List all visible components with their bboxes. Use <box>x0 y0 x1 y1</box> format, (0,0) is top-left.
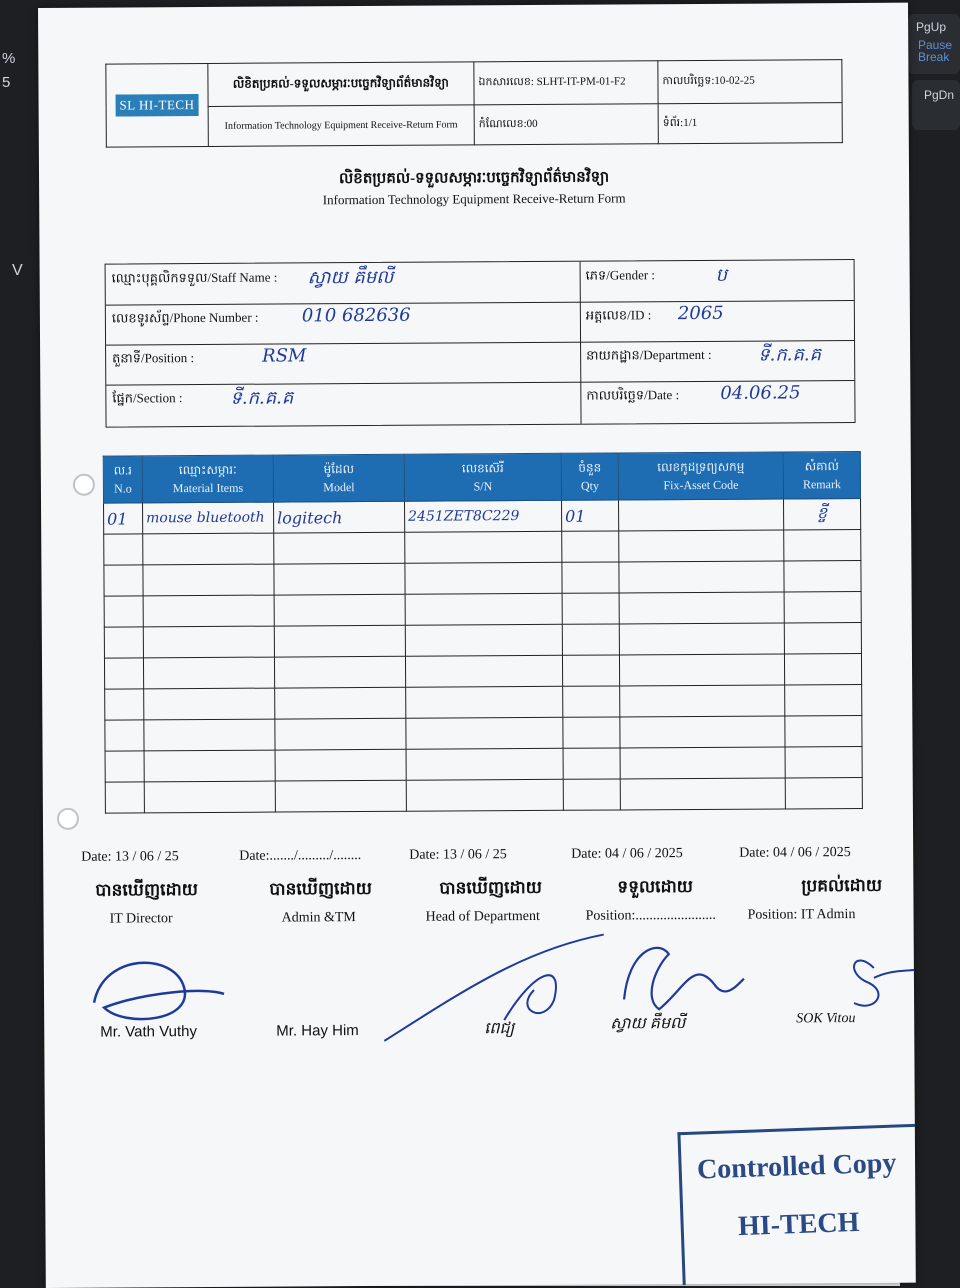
five-key-label: 5 <box>2 74 11 91</box>
header-date: កាលបរិច្ឆេទ:10-02-25 <box>658 60 842 104</box>
sig3-role-kh: បានឃើញដោយ <box>439 877 542 898</box>
sig4-role-kh: ទទួលដោយ <box>617 877 693 897</box>
signature-4 <box>624 947 744 1009</box>
sig2-date: Date:......./........./........ <box>239 848 362 864</box>
sig1-name: Mr. Vath Vuthy <box>100 1023 198 1041</box>
sig1-role-kh: បានឃើញដោយ <box>95 880 198 900</box>
row-asset-code <box>619 499 784 531</box>
row-item: mouse bluetooth <box>143 502 274 534</box>
department-label: នាយកដ្ឋាន/Department : <box>586 346 712 363</box>
punch-hole-bottom <box>57 808 79 830</box>
row-remark: ខ្ចី <box>784 498 861 529</box>
sig3-name: ពេជ្យ <box>484 1020 515 1038</box>
signature-5 <box>854 960 915 1006</box>
date-value: 04.06.25 <box>720 382 801 404</box>
staff-name-label: ឈ្មោះបុគ្គលិកទទួល/Staff Name : <box>111 269 278 286</box>
department-value: ទី.ក.គ.គ <box>758 344 822 366</box>
sig3-date: Date: 13 / 06 / 25 <box>409 847 507 863</box>
sig5-date: Date: 04 / 06 / 2025 <box>739 845 851 861</box>
staff-name-value: ស្វាយ គឹមលី <box>307 266 394 289</box>
break-key-label: Break <box>918 50 950 64</box>
col-model: ម៉ូដែល Model <box>273 454 404 502</box>
phone-label: លេខទូរស័ព្ទ/Phone Number : <box>111 309 259 326</box>
table-row <box>105 746 862 782</box>
percent-key-label: % <box>2 50 16 67</box>
document-header <box>105 59 842 148</box>
v-key-label: V <box>12 262 23 279</box>
sig3-role-en: Head of Department <box>425 908 540 925</box>
controlled-copy-stamp <box>677 1124 920 1285</box>
sig5-name: SOK Vitou <box>796 1011 856 1027</box>
pgdn-key-label: PgDn <box>924 88 955 102</box>
sig2-role-en: Admin &TM <box>281 910 356 926</box>
row-qty: 01 <box>562 500 619 531</box>
pgup-key-label: PgUp <box>916 20 947 34</box>
signature-1 <box>94 962 224 1019</box>
logo-cell <box>106 63 208 147</box>
row-sn: 2451ZET8C229 <box>405 500 562 532</box>
pause-key-label: Pause <box>918 38 953 52</box>
items-table-header <box>103 451 860 503</box>
info-row-position <box>106 340 854 386</box>
items-table <box>103 451 863 814</box>
punch-hole-top <box>73 474 95 496</box>
header-page: ទំព័រ:1/1 <box>658 103 842 144</box>
sig4-date: Date: 04 / 06 / 2025 <box>571 846 683 862</box>
header-title-en: Information Technology Equipment Receive-Return Form <box>208 105 474 146</box>
col-sn: លេខស៊េរី S/N <box>404 453 561 501</box>
date-label: កាលបរិច្ឆេទ/Date : <box>586 387 680 403</box>
table-row <box>104 653 861 689</box>
form-page <box>38 3 916 1288</box>
table-row <box>105 777 862 813</box>
position-value: RSM <box>262 345 307 367</box>
sig2-name: Mr. Hay Him <box>276 1022 359 1040</box>
header-title-kh: លិខិតប្រគល់-ទទួលសម្ភារៈបច្ចេកវិទ្យាព័ត៌មានវិទ្យា <box>208 62 474 107</box>
form-title-kh: លិខិតប្រគល់-ទទួលសម្ភារៈបច្ចេកវិទ្យាព័ត៌មានវិទ្យា <box>338 169 610 188</box>
sig4-name: ស្វាយ គឹមលី <box>610 1015 686 1033</box>
table-row <box>105 684 862 720</box>
sig5-role-kh: ប្រគល់ដោយ <box>801 875 883 896</box>
phone-value: 010 682636 <box>301 304 411 327</box>
info-row-name <box>106 260 854 306</box>
header-revision: កំណែលេខ:00 <box>474 104 658 145</box>
id-value: 2065 <box>677 302 724 325</box>
sig5-role-en: Position: IT Admin <box>747 907 856 923</box>
col-asset-code: លេខកូដទ្រព្យសកម្ម Fix-Asset Code <box>618 452 783 500</box>
id-label: អត្តលេខ/ID : <box>585 307 652 323</box>
col-remark: សំគាល់ Remark <box>783 451 860 498</box>
sig2-role-kh: បានឃើញដោយ <box>269 878 372 899</box>
col-material: ឈ្មោះសម្ភារៈ Material Items <box>142 455 273 503</box>
table-row <box>104 591 861 627</box>
gender-value: ប <box>715 264 728 286</box>
info-row-phone <box>106 300 854 346</box>
table-row <box>105 715 862 751</box>
company-logo: SL HI-TECH <box>115 94 198 117</box>
row-no: 01 <box>104 503 143 534</box>
row-model: logitech <box>274 501 405 533</box>
sig1-role-en: IT Director <box>109 911 173 927</box>
form-title-en: Information Technology Equipment Receive-Return Form <box>322 190 626 208</box>
table-row <box>104 498 861 534</box>
header-doc-no: ឯកសារលេខ: SLHT-IT-PM-01-F2 <box>474 61 658 105</box>
table-row <box>104 529 861 565</box>
position-label: តួនាទី/Position : <box>112 350 195 366</box>
table-row <box>104 560 861 596</box>
section-label: ផ្នែក/Section : <box>112 390 183 406</box>
stamp-line1: Controlled Copy <box>696 1147 897 1186</box>
sig1-date: Date: 13 / 06 / 25 <box>81 849 179 865</box>
sig4-role-en: Position:....................... <box>585 907 716 924</box>
col-qty: ចំនួន Qty <box>561 453 618 500</box>
section-value: ទី.ក.គ.គ <box>230 387 294 409</box>
table-row <box>104 622 861 658</box>
col-no: ល.រ N.o <box>103 456 142 503</box>
staff-info-box <box>105 259 856 428</box>
stamp-line2: HI-TECH <box>737 1206 860 1243</box>
info-row-section <box>106 380 854 425</box>
gender-label: ភេទ/Gender : <box>585 267 656 283</box>
